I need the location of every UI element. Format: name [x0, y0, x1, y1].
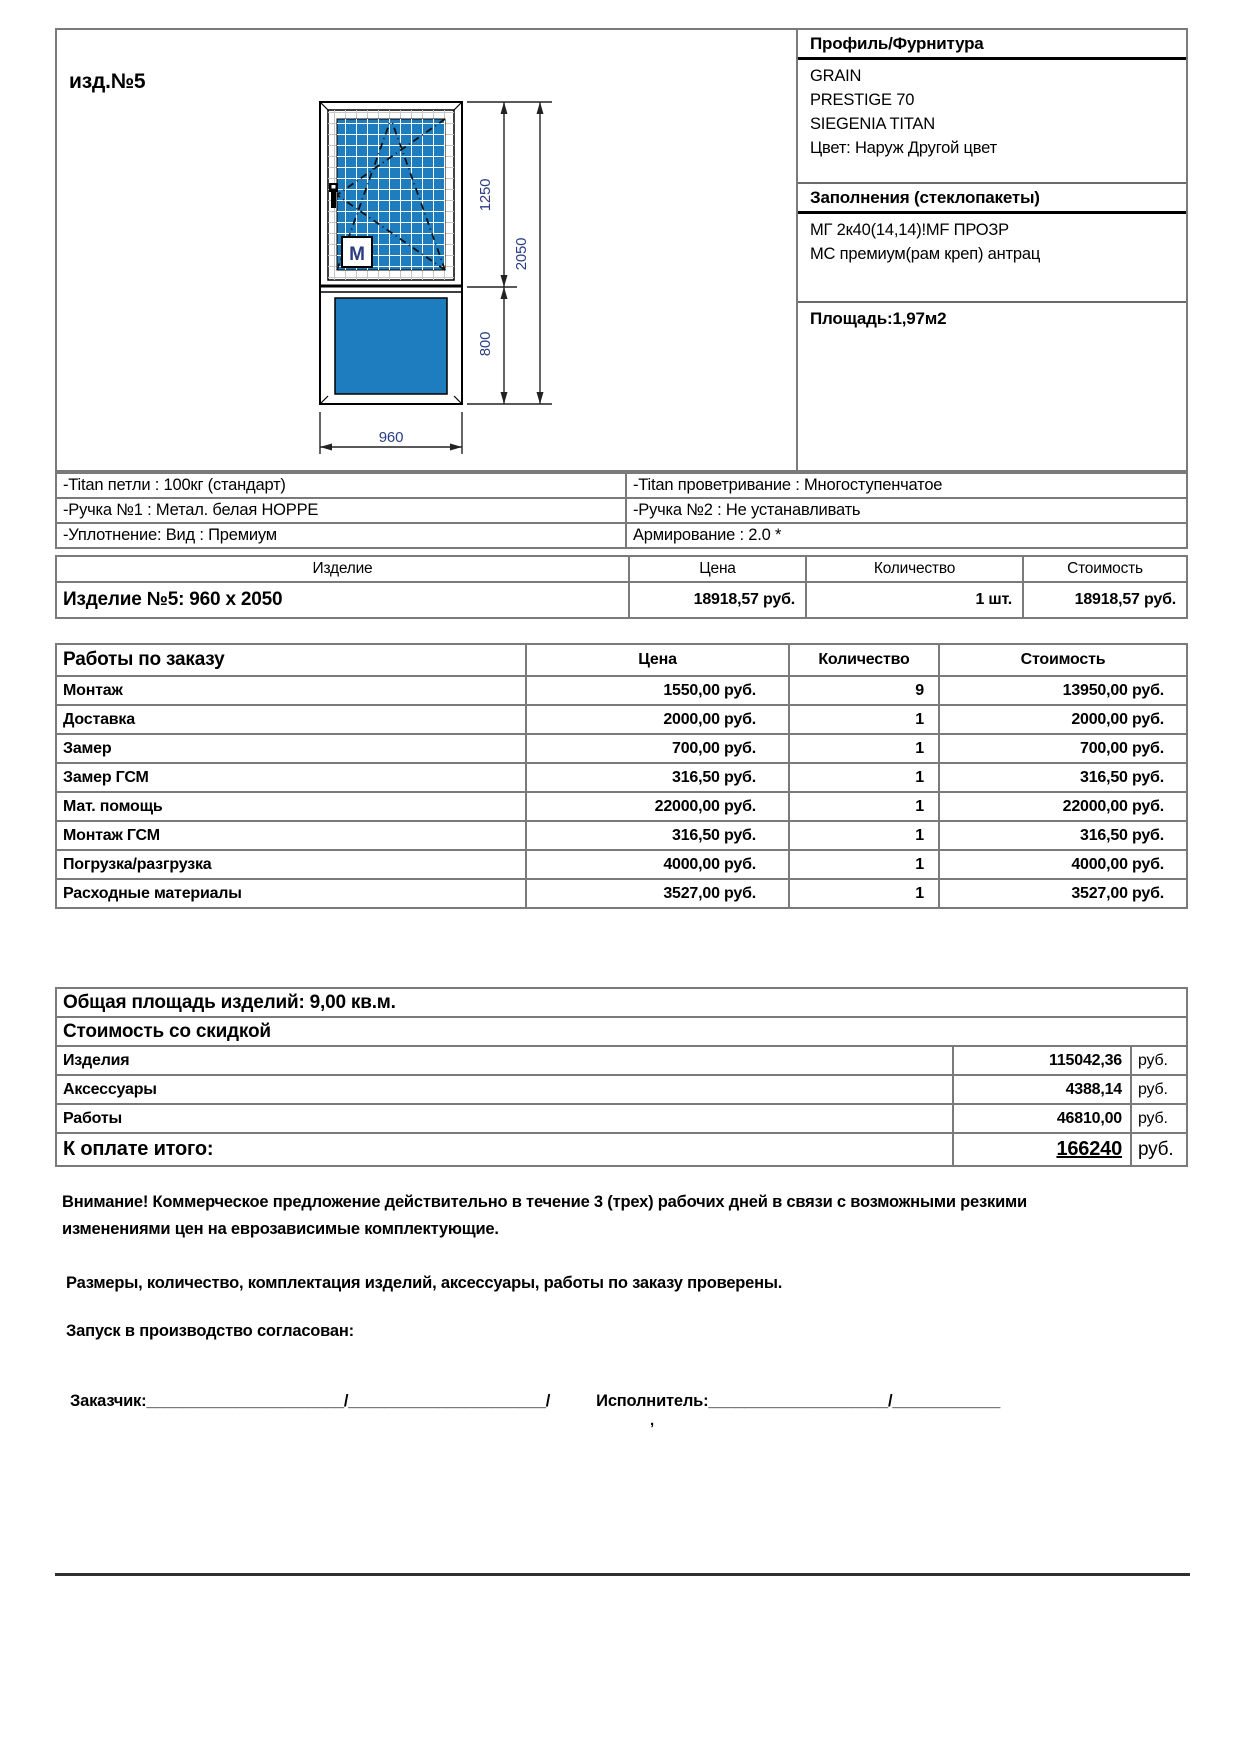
- glazing-lines: [798, 214, 1186, 301]
- hardware-spec-table: [55, 472, 1188, 549]
- table-header-row: [56, 556, 1187, 582]
- product-total: 18918,57 руб.: [1023, 582, 1187, 618]
- col-header-qty: Количество: [806, 556, 1023, 582]
- discount-title-row: Стоимость со скидкой: [56, 1017, 1187, 1046]
- bottom-divider: [55, 1573, 1190, 1576]
- spec-cell: -Уплотнение: Вид : Премиум: [56, 523, 626, 548]
- product-table: [55, 555, 1188, 619]
- customer-signature-blank: ______________________: [146, 1392, 344, 1410]
- spec-cell: -Ручка №2 : Не устанавливать: [626, 498, 1187, 523]
- executor-name-blank: ____________: [892, 1392, 1001, 1410]
- product-qty: 1 шт.: [806, 582, 1023, 618]
- table-header-row: [56, 644, 1187, 676]
- svg-text:2050: 2050: [513, 237, 530, 271]
- product-number-label: изд.№5: [69, 70, 146, 93]
- profile-panel: [796, 30, 1186, 470]
- product-name: Изделие №5: 960 x 2050: [56, 582, 629, 618]
- total-area-row: Общая площадь изделий: 9,00 кв.м.: [56, 988, 1187, 1017]
- table-row: [56, 473, 1187, 498]
- spec-cell: -Titan проветривание : Многоступенчатое: [626, 473, 1187, 498]
- spec-cell: Армирование : 2.0 *: [626, 523, 1187, 548]
- glazing-section-title: Заполнения (стеклопакеты): [798, 182, 1186, 214]
- table-row: Изделия 115042,36 руб.: [56, 1046, 1187, 1075]
- col-header-qty: Количество: [789, 644, 939, 676]
- table-row: Замер ГСМ 316,50 руб. 1 316,50 руб.: [56, 763, 1187, 792]
- summary-table: [55, 987, 1188, 1167]
- table-row: Доставка 2000,00 руб. 1 2000,00 руб.: [56, 705, 1187, 734]
- svg-text:800: 800: [477, 331, 494, 357]
- profile-line: GRAIN: [810, 67, 862, 85]
- product-price: 18918,57 руб.: [629, 582, 806, 618]
- stray-mark: ,: [650, 1412, 654, 1429]
- col-header-product: Изделие: [56, 556, 629, 582]
- table-row: Аксессуары 4388,14 руб.: [56, 1075, 1187, 1104]
- table-row: [56, 582, 1187, 618]
- works-table: [55, 643, 1188, 909]
- svg-text:1250: 1250: [477, 178, 494, 212]
- table-row: Погрузка/разгрузка 4000,00 руб. 1 4000,00 руб.: [56, 850, 1187, 879]
- table-row: [56, 523, 1187, 548]
- svg-text:M: M: [349, 244, 365, 265]
- table-row: Мат. помощь 22000,00 руб. 1 22000,00 руб.: [56, 792, 1187, 821]
- launch-approval-text: Запуск в производство согласован:: [66, 1322, 354, 1340]
- svg-text:960: 960: [378, 429, 404, 446]
- grand-total-value: 166240: [953, 1133, 1131, 1166]
- col-header-total: Стоимость: [939, 644, 1187, 676]
- warning-text: Внимание! Коммерческое предложение действительно в течение 3 (трех) рабочих дней в связи с возможными резкими изменениями цен на еврозависимые комплектующие.: [62, 1193, 1027, 1238]
- table-row: [56, 1017, 1187, 1046]
- table-row: Замер 700,00 руб. 1 700,00 руб.: [56, 734, 1187, 763]
- works-title: Работы по заказу: [56, 644, 526, 676]
- customer-name-blank: ______________________: [348, 1392, 546, 1410]
- grand-total-currency: руб.: [1131, 1133, 1187, 1166]
- table-row: Монтаж 1550,00 руб. 9 13950,00 руб.: [56, 676, 1187, 705]
- checked-text: Размеры, количество, комплектация изделий, аксессуары, работы по заказу проверены.: [66, 1274, 783, 1292]
- glazing-line: МГ 2к40(14,14)!MF ПРОЗР: [810, 221, 1009, 239]
- col-header-price: Цена: [629, 556, 806, 582]
- signature-line: Заказчик:______________________/______________________/ Исполнитель:____________________/____________: [70, 1392, 1001, 1410]
- col-header-total: Стоимость: [1023, 556, 1187, 582]
- grand-total-row: [56, 1133, 1187, 1166]
- grand-total-label: К оплате итого:: [56, 1133, 953, 1166]
- table-row: [56, 988, 1187, 1017]
- customer-label: Заказчик:: [70, 1392, 147, 1410]
- profile-line: SIEGENIA TITAN: [810, 115, 935, 133]
- glazing-line: МС премиум(рам креп) антрац: [810, 245, 1041, 263]
- executor-signature-blank: ____________________: [708, 1392, 888, 1410]
- executor-label: Исполнитель:: [596, 1392, 709, 1410]
- profile-lines: [798, 60, 1186, 182]
- table-row: Расходные материалы 3527,00 руб. 1 3527,00 руб.: [56, 879, 1187, 908]
- spec-cell: -Titan петли : 100кг (стандарт): [56, 473, 626, 498]
- table-row: [56, 498, 1187, 523]
- area-label: Площадь:1,97м2: [798, 301, 1186, 335]
- profile-line: Цвет: Наруж Другой цвет: [810, 139, 997, 157]
- product-overview-box: [55, 28, 1188, 472]
- spec-cell: -Ручка №1 : Метал. белая HOPPE: [56, 498, 626, 523]
- window-drawing: [312, 90, 612, 490]
- profile-section-title: Профиль/Фурнитура: [798, 30, 1186, 60]
- bottom-panel: [335, 298, 447, 394]
- profile-line: PRESTIGE 70: [810, 91, 915, 109]
- table-row: Монтаж ГСМ 316,50 руб. 1 316,50 руб.: [56, 821, 1187, 850]
- col-header-price: Цена: [526, 644, 789, 676]
- table-row: Работы 46810,00 руб.: [56, 1104, 1187, 1133]
